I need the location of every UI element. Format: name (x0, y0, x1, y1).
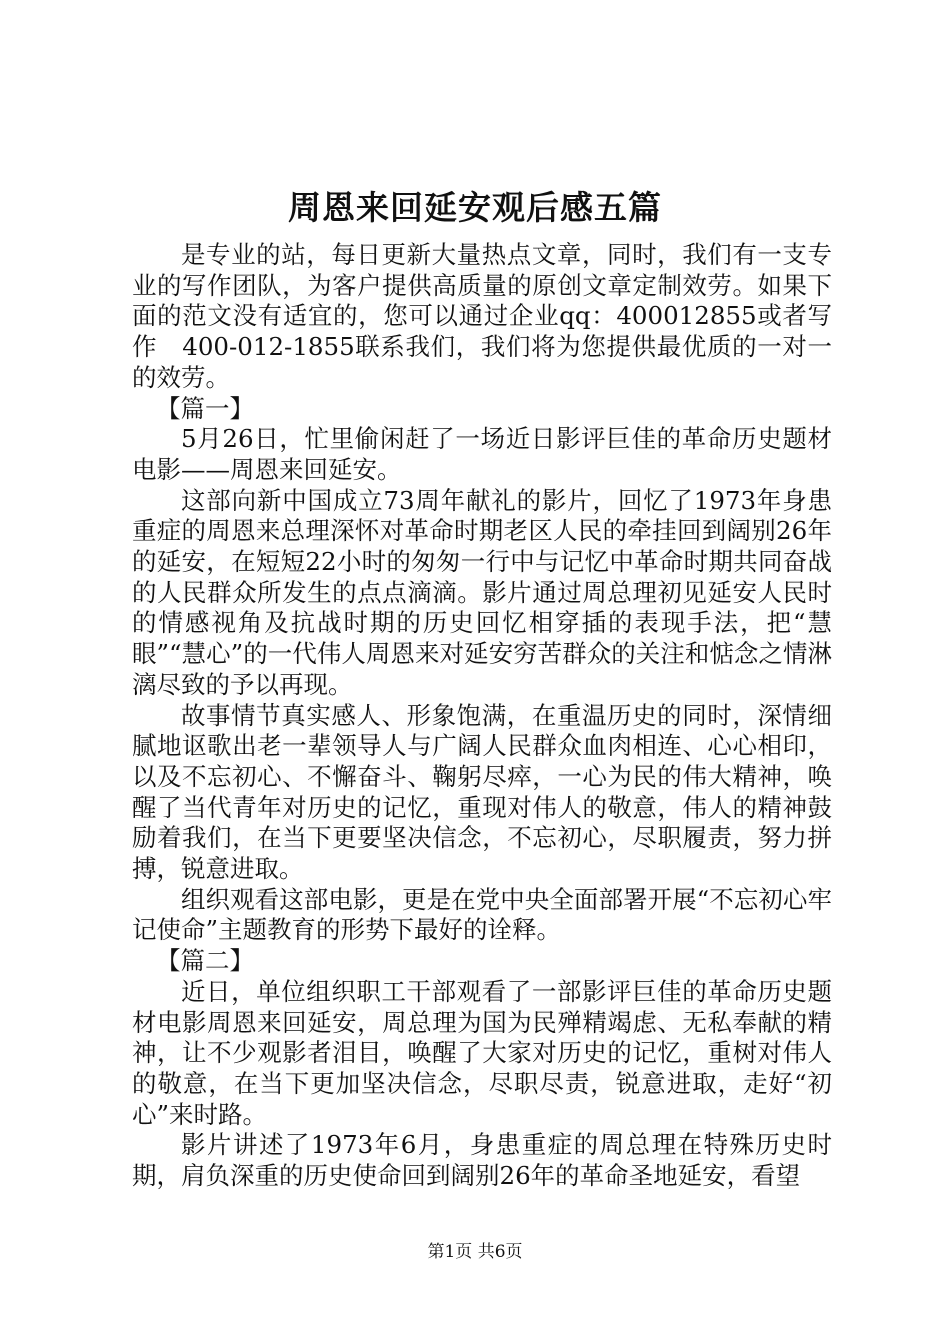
document-body (132, 240, 832, 1192)
body-paragraph: 影片讲述了1973年6月，身患重症的周总理在特殊历史时期，肩负深重的历史使命回到阔别26年的革命圣地延安，看望 (132, 1130, 832, 1191)
document-title: 周恩来回延安观后感五篇 (288, 188, 662, 227)
body-paragraph: 近日，单位组织职工干部观看了一部影评巨佳的革命历史题材电影周恩来回延安，周总理为国为民殚精竭虑、无私奉献的精神，让不少观影者泪目，唤醒了大家对历史的记忆，重树对伟人的敬意，在当下更加坚决信念，尽职尽责，锐意进取，走好“初心”来时路。 (132, 976, 832, 1129)
section-heading-1: 【篇一】 (156, 393, 254, 423)
intro-paragraph: 是专业的站，每日更新大量热点文章，同时，我们有一支专业的写作团队，为客户提供高质量的原创文章定制效劳。如果下面的范文没有适宜的，您可以通过企业qq：400012855或者写作 400-012-1855联系我们，我们将为您提供最优质的一对一的效劳。 (132, 240, 832, 392)
body-paragraph: 5月26日，忙里偷闲赶了一场近日影评巨佳的革命历史题材电影——周恩来回延安。 (132, 424, 832, 484)
body-paragraph: 这部向新中国成立73周年献礼的影片，回忆了1973年身患重症的周恩来总理深怀对革命时期老区人民的牵挂回到阔别26年的延安，在短短22小时的匆匆一行中与记忆中革命时期共同奋战的人民群众所发生的点点滴滴。影片通过周总理初见延安人民时的情感视角及抗战时期的历史回忆相穿插的表现手法，把“慧眼”“慧心”的一代伟人周恩来对延安穷苦群众的关注和惦念之情淋漓尽致的予以再现。 (132, 485, 832, 699)
page-number-footer: 第1页 共6页 (427, 1242, 523, 1262)
section-heading-2: 【篇二】 (156, 946, 254, 976)
body-paragraph: 故事情节真实感人、形象饱满，在重温历史的同时，深情细腻地讴歌出老一辈领导人与广阔人民群众血肉相连、心心相印，以及不忘初心、不懈奋斗、鞠躬尽瘁，一心为民的伟大精神，唤醒了当代青年对历史的记忆，重现对伟人的敬意，伟人的精神鼓励着我们，在当下更要坚决信念，不忘初心，尽职履责，努力拼搏，锐意进取。 (132, 700, 832, 884)
body-paragraph: 组织观看这部电影，更是在党中央全面部署开展“不忘初心牢记使命”主题教育的形势下最好的诠释。 (132, 884, 832, 945)
